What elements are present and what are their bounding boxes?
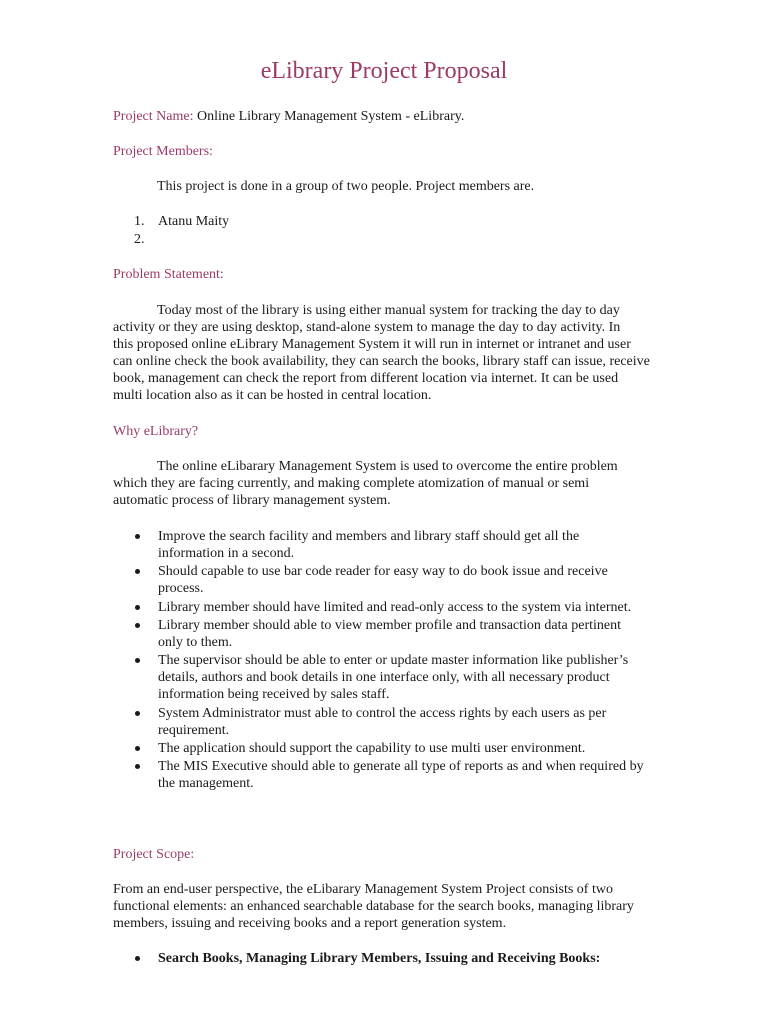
bullet-text: process. (158, 581, 204, 596)
problem-line: Today most of the library is using either manual system for tracking the day to day (157, 303, 620, 318)
bullet-dot (135, 746, 140, 751)
scope-bullet-text: Search Books, Managing Library Members, Issuing and Receiving Books: (158, 951, 601, 966)
bullet-dot (135, 623, 140, 628)
member-name: Atanu Maity (158, 214, 230, 229)
bullet-text: information in a second. (158, 546, 295, 561)
bullet-text: requirement. (158, 723, 230, 738)
bullet-text: Improve the search facility and members and library staff should get all the (158, 529, 580, 544)
problem-line: can online check the book availability, they can search the books, library staff can issue, receive (113, 354, 650, 369)
scope-heading: Project Scope: (113, 847, 195, 862)
bullet-text: Library member should have limited and read-only access to the system via internet. (158, 600, 632, 615)
project-name-line (113, 108, 464, 126)
scope-line: members, issuing and receiving books and a report generation system. (113, 916, 507, 931)
document-title: eLibrary Project Proposal (260, 58, 508, 84)
why-heading: Why eLibrary? (113, 424, 199, 439)
bullet-dot (135, 569, 140, 574)
problem-line: this proposed online eLibrary Management System it will run in internet or intranet and user (113, 337, 631, 352)
problem-line: book, management can check the report from different location via internet. It can be used (113, 371, 619, 386)
problem-line: multi location also as it can be hosted in central location. (113, 388, 432, 403)
bullet-text: Should capable to use bar code reader for easy way to do book issue and receive (158, 564, 608, 579)
project-name-value: Online Library Management System - eLibrary. (196, 109, 465, 124)
bullet-text: information being received by sales staff. (158, 687, 390, 702)
scope-line: functional elements: an enhanced searchable database for the search books, managing library (113, 899, 634, 914)
members-intro: This project is done in a group of two people. Project members are. (157, 179, 535, 194)
bullet-text: only to them. (158, 635, 233, 650)
bullet-text: The MIS Executive should able to generate all type of reports as and when required by (158, 759, 644, 774)
why-line: which they are facing currently, and making complete atomization of manual or semi (113, 476, 590, 491)
bullet-text: the management. (158, 776, 254, 791)
bullet-text: The application should support the capability to use multi user environment. (158, 741, 586, 756)
bullet-dot (135, 658, 140, 663)
bullet-dot (135, 764, 140, 769)
problem-heading: Problem Statement: (113, 267, 224, 282)
bullet-dot (135, 605, 140, 610)
bullet-text: System Administrator must able to control the access rights by each users as per (158, 706, 607, 721)
bullet-dot (135, 956, 140, 961)
why-line: automatic process of library management system. (113, 493, 391, 508)
bullet-text: Library member should able to view member profile and transaction data pertinent (158, 618, 622, 633)
members-heading: Project Members: (113, 144, 213, 159)
bullet-text: The supervisor should be able to enter or update master information like publisher’s (158, 653, 629, 668)
project-name-label: Project Name: (113, 109, 194, 124)
bullet-dot (135, 711, 140, 716)
bullet-dot (135, 534, 140, 539)
scope-line: From an end-user perspective, the eLibarary Management System Project consists of two (113, 882, 613, 897)
member-number: 1. (134, 214, 145, 229)
bullet-text: details, authors and book details in one interface only, with all necessary product (158, 670, 610, 685)
problem-line: activity or they are using desktop, stand-alone system to manage the day to day activity. In (113, 320, 621, 335)
member-number: 2. (134, 232, 145, 247)
why-line: The online eLibarary Management System is used to overcome the entire problem (157, 459, 618, 474)
